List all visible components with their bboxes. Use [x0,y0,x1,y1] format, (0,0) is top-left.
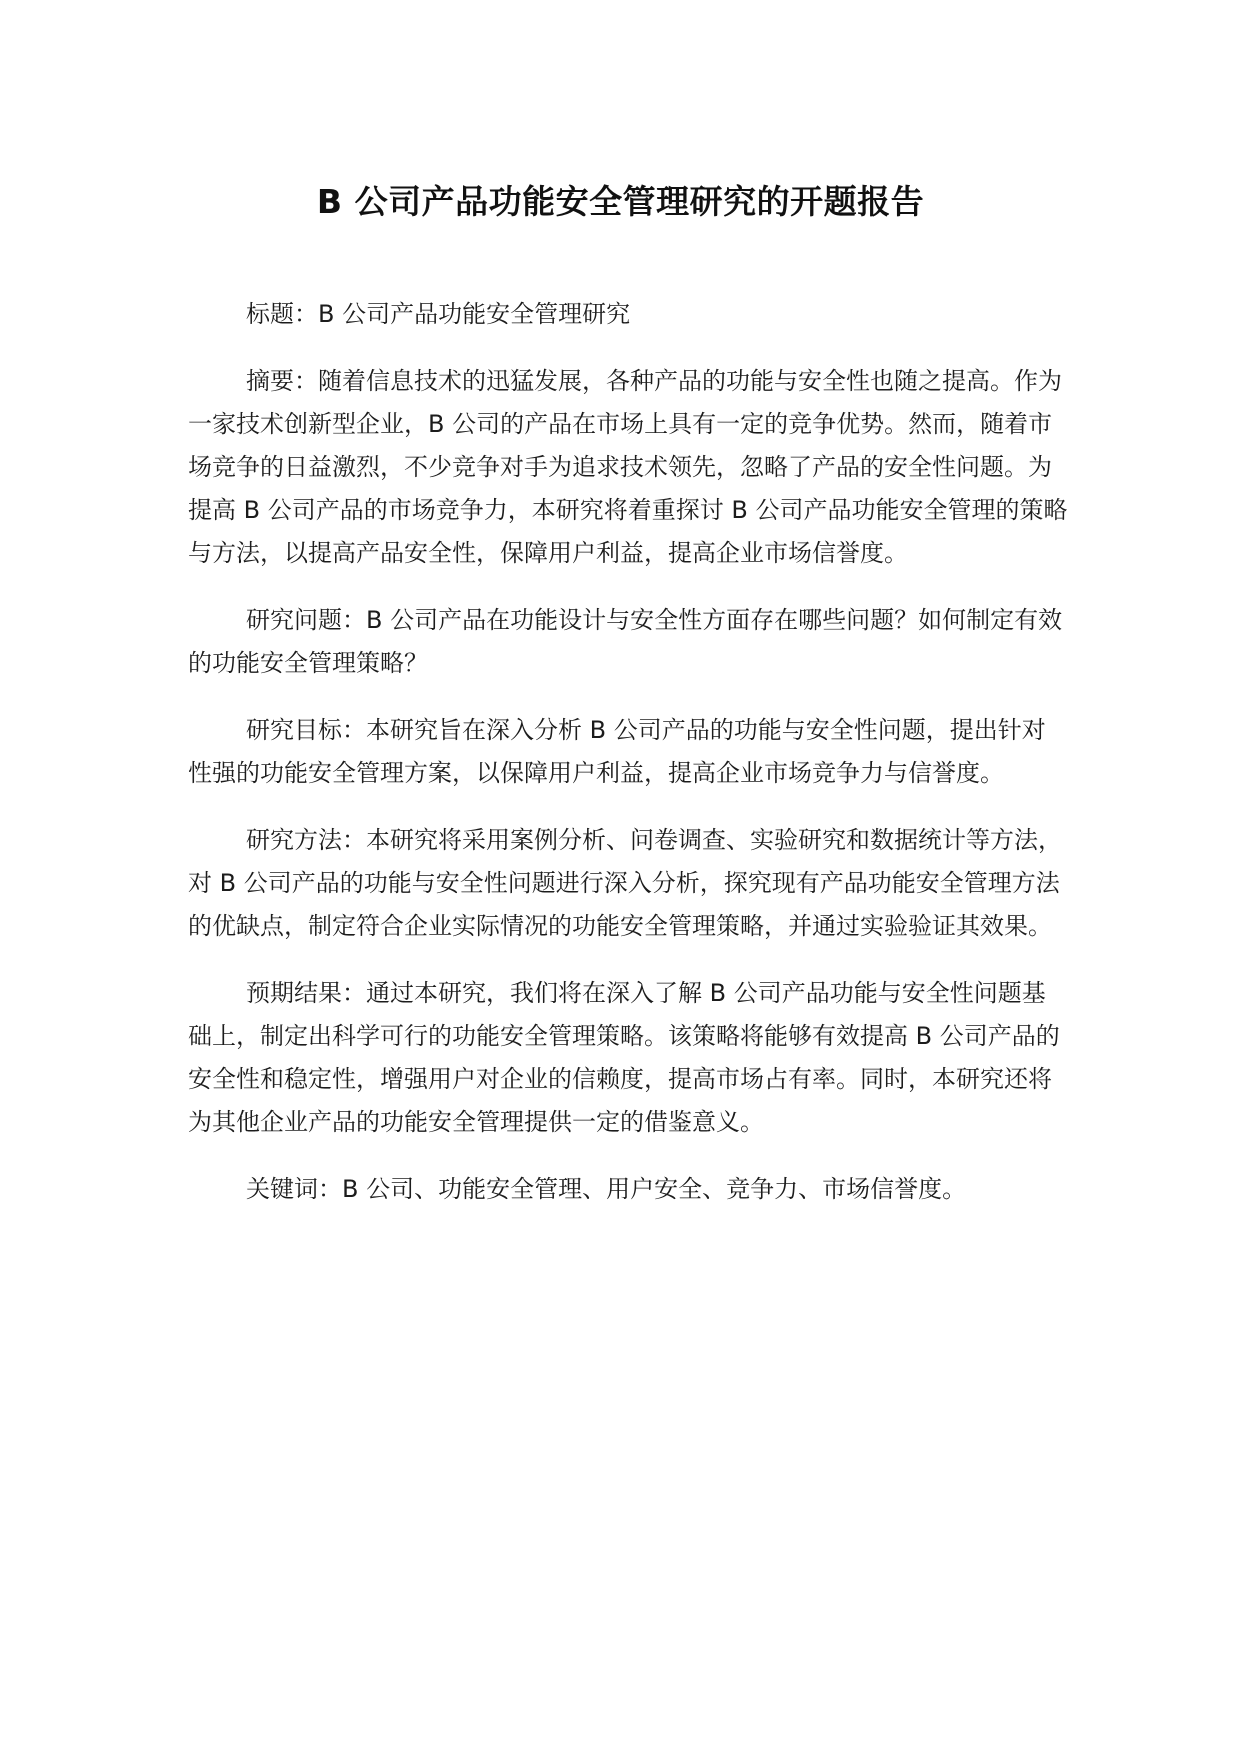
paragraph-text: B 公司产品功能安全管理研究 [318,300,631,328]
paragraph-text: B 公司产品在功能设计与安全性方面存在哪些问题？如何制定有效的功能安全管理策略？ [188,606,1063,677]
paragraph-text: 通过本研究，我们将在深入了解 B 公司产品功能与安全性问题基础上，制定出科学可行的功能安全管理策略。该策略将能够有效提高 B 公司产品的安全性和稳定性，增强用户对企业的信赖度，提高市场占有率。同时，本研究还将为其他企业产品的功能安全管理提供一定的借鉴意义。 [188,979,1060,1136]
paragraph-label: 研究目标： [246,716,366,744]
paragraph-research-method [188,819,1068,948]
document-body [188,293,1068,1235]
page-title: B 公司产品功能安全管理研究的开题报告 [316,182,925,221]
paragraph-research-question [188,599,1068,685]
paragraph-label: 预期结果： [246,979,366,1007]
paragraph-abstract [188,360,1068,575]
paragraph-label: 关键词： [246,1175,342,1203]
paragraph-text: 随着信息技术的迅猛发展，各种产品的功能与安全性也随之提高。作为一家技术创新型企业，B 公司的产品在市场上具有一定的竞争优势。然而，随着市场竞争的日益激烈，不少竞争对手为追求技术领先，忽略了产品的安全性问题。为提高 B 公司产品的市场竞争力，本研究将着重探讨 B 公司产品功能安全管理的策略与方法，以提高产品安全性，保障用户利益，提高企业市场信誉度。 [188,367,1068,567]
paragraph-research-goal [188,709,1068,795]
paragraph-expected-results [188,972,1068,1144]
paragraph-title [188,293,1068,336]
paragraph-text: B 公司、功能安全管理、用户安全、竞争力、市场信誉度。 [342,1175,967,1203]
paragraph-text: 本研究旨在深入分析 B 公司产品的功能与安全性问题，提出针对性强的功能安全管理方案，以保障用户利益，提高企业市场竞争力与信誉度。 [188,716,1046,787]
paragraph-label: 摘要： [246,367,318,395]
paragraph-label: 研究问题： [246,606,366,634]
paragraph-text: 本研究将采用案例分析、问卷调查、实验研究和数据统计等方法，对 B 公司产品的功能与安全性问题进行深入分析，探究现有产品功能安全管理方法的优缺点，制定符合企业实际情况的功能安全管理策略，并通过实验验证其效果。 [188,826,1062,940]
paragraph-label: 标题： [246,300,318,328]
paragraph-keywords [188,1168,1068,1211]
paragraph-label: 研究方法： [246,826,366,854]
